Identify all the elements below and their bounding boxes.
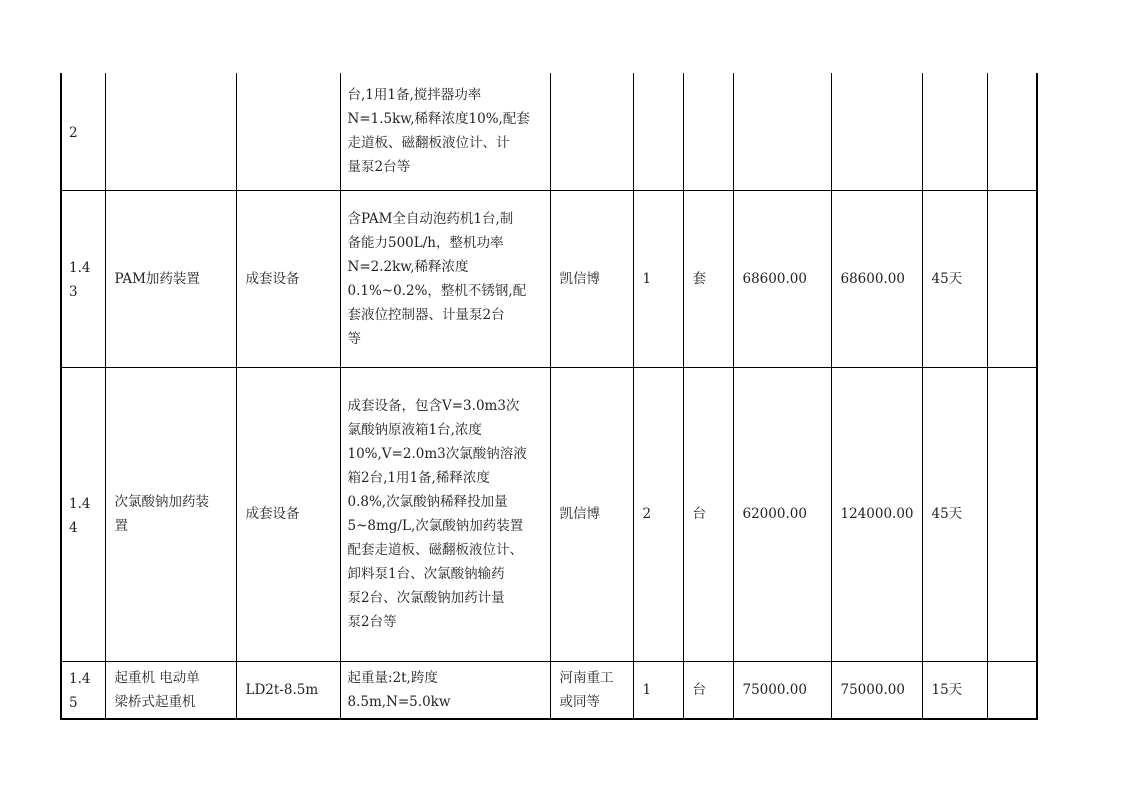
cell-item-name-line: 次氯酸钠加药装: [114, 494, 209, 510]
cell-remark: [987, 367, 1037, 661]
cell-total-price-text: 75000.00: [840, 681, 905, 698]
cell-delivery-period: [922, 661, 987, 719]
cell-brand: [550, 661, 633, 719]
cell-description-line: 含PAM全自动泡药机1台,制: [347, 210, 514, 227]
cell-description-line: 量泵2台等: [347, 159, 411, 176]
cell-total-price: [831, 73, 922, 190]
cell-description-line: N=1.5kw,稀释浓度10%,配套: [347, 111, 530, 128]
cell-unit: [683, 661, 733, 719]
cell-description-line: N=2.2kw,稀释浓度: [347, 258, 469, 275]
cell-item-name-line: 起重机 电动单: [114, 669, 200, 686]
cell-description: [340, 73, 550, 190]
cell-item-name: [105, 190, 236, 367]
cell-description-line: 配套走道板、磁翻板液位计、: [347, 542, 523, 558]
cell-quantity: [633, 661, 683, 719]
cell-unit: [683, 73, 733, 190]
table-row: [61, 73, 1037, 190]
cell-model-text: 成套设备: [245, 506, 300, 522]
cell-description-line: 8.5m,N=5.0kw: [347, 693, 451, 710]
cell-delivery-period-text: 45天: [931, 506, 963, 522]
cell-brand: [550, 367, 633, 661]
cell-item-number: [61, 661, 105, 719]
cell-total-price-text: 68600.00: [840, 270, 905, 287]
cell-description-line: 等: [347, 330, 361, 347]
table-row: [61, 190, 1037, 367]
cell-model: [236, 73, 340, 190]
cell-description: [340, 190, 550, 367]
cell-remark: [987, 661, 1037, 719]
cell-description-line: 备能力500L/h，整机功率: [347, 234, 504, 251]
cell-unit-text: 台: [692, 681, 706, 698]
cell-brand: [550, 73, 633, 190]
table-row: [61, 661, 1037, 719]
cell-item-number-line: 1.4: [69, 495, 91, 512]
cell-model-text: LD2t-8.5m: [245, 681, 319, 698]
cell-item-number: [61, 73, 105, 190]
cell-unit-price-text: 62000.00: [742, 506, 807, 522]
cell-unit-text: 台: [692, 506, 706, 522]
cell-item-name: [105, 367, 236, 661]
cell-description-line: 套液位控制器、计量泵2台: [347, 306, 505, 323]
cell-delivery-period-text: 15天: [931, 681, 963, 698]
cell-quantity-text: 2: [642, 506, 652, 522]
cell-description-line: 10%,V=2.0m3次氯酸钠溶液: [347, 446, 527, 462]
cell-brand-line: 河南重工: [559, 669, 614, 686]
cell-item-number: [61, 367, 105, 661]
cell-item-name: [105, 661, 236, 719]
cell-unit-price: [733, 661, 831, 719]
cell-item-number-line: 4: [69, 519, 78, 536]
cell-description-line: 氯酸钠原液箱1台,浓度: [347, 422, 482, 438]
cell-item-number-line: 5: [69, 695, 78, 712]
cell-brand-line: 凯信博: [559, 270, 600, 287]
cell-total-price: [831, 190, 922, 367]
cell-brand: [550, 190, 633, 367]
cell-item-number: [61, 190, 105, 367]
cell-delivery-period-text: 45天: [931, 270, 963, 287]
cell-description-line: 起重量:2t,跨度: [347, 669, 438, 686]
cell-description-line: 0.1%~0.2%，整机不锈钢,配: [347, 282, 527, 299]
cell-unit-price-text: 68600.00: [742, 270, 807, 287]
cell-delivery-period: [922, 73, 987, 190]
cell-total-price: [831, 661, 922, 719]
cell-quantity: [633, 73, 683, 190]
cell-quantity: [633, 190, 683, 367]
cell-total-price: [831, 367, 922, 661]
cell-brand-line: 或同等: [559, 693, 600, 710]
cell-model: [236, 661, 340, 719]
cell-unit-price: [733, 190, 831, 367]
cell-delivery-period: [922, 190, 987, 367]
cell-item-name-line: 梁桥式起重机: [114, 693, 196, 710]
cell-brand-line: 凯信博: [559, 506, 600, 522]
cell-quantity-text: 1: [642, 681, 652, 698]
table-row: [61, 367, 1037, 661]
cell-quantity-text: 1: [642, 270, 652, 287]
cell-unit-price: [733, 73, 831, 190]
equipment-table: [60, 73, 1038, 720]
cell-item-name-line: 置: [114, 518, 128, 534]
cell-remark: [987, 190, 1037, 367]
cell-description-line: 泵2台等: [347, 614, 397, 630]
cell-item-name: [105, 73, 236, 190]
cell-description-line: 走道板、磁翻板液位计、计: [347, 135, 510, 152]
cell-model: [236, 367, 340, 661]
cell-description-line: 5~8mg/L,次氯酸钠加药装置: [347, 518, 524, 534]
cell-total-price-text: 124000.00: [840, 506, 914, 522]
cell-remark: [987, 73, 1037, 190]
cell-description-line: 卸料泵1台、次氯酸钠输药: [347, 566, 505, 582]
cell-description-line: 台,1用1备,搅拌器功率: [347, 87, 482, 104]
cell-description-line: 泵2台、次氯酸钠加药计量: [347, 590, 505, 606]
cell-unit-price: [733, 367, 831, 661]
cell-description-line: 箱2台,1用1备,稀释浓度: [347, 470, 490, 486]
cell-unit: [683, 190, 733, 367]
cell-description: [340, 661, 550, 719]
cell-model-text: 成套设备: [245, 270, 300, 287]
cell-delivery-period: [922, 367, 987, 661]
cell-quantity: [633, 367, 683, 661]
cell-unit: [683, 367, 733, 661]
cell-description-line: 成套设备，包含V=3.0m3次: [347, 398, 520, 414]
cell-unit-price-text: 75000.00: [742, 681, 807, 698]
cell-model: [236, 190, 340, 367]
cell-item-number-line: 1.4: [69, 671, 91, 688]
cell-item-number-line: 3: [69, 284, 78, 300]
cell-description-line: 0.8%,次氯酸钠稀释投加量: [347, 494, 508, 510]
cell-description: [340, 367, 550, 661]
cell-unit-text: 套: [692, 270, 706, 287]
cell-item-number-line: 2: [69, 124, 78, 141]
cell-item-name-line: PAM加药装置: [114, 270, 200, 287]
cell-item-number-line: 1.4: [69, 260, 91, 276]
